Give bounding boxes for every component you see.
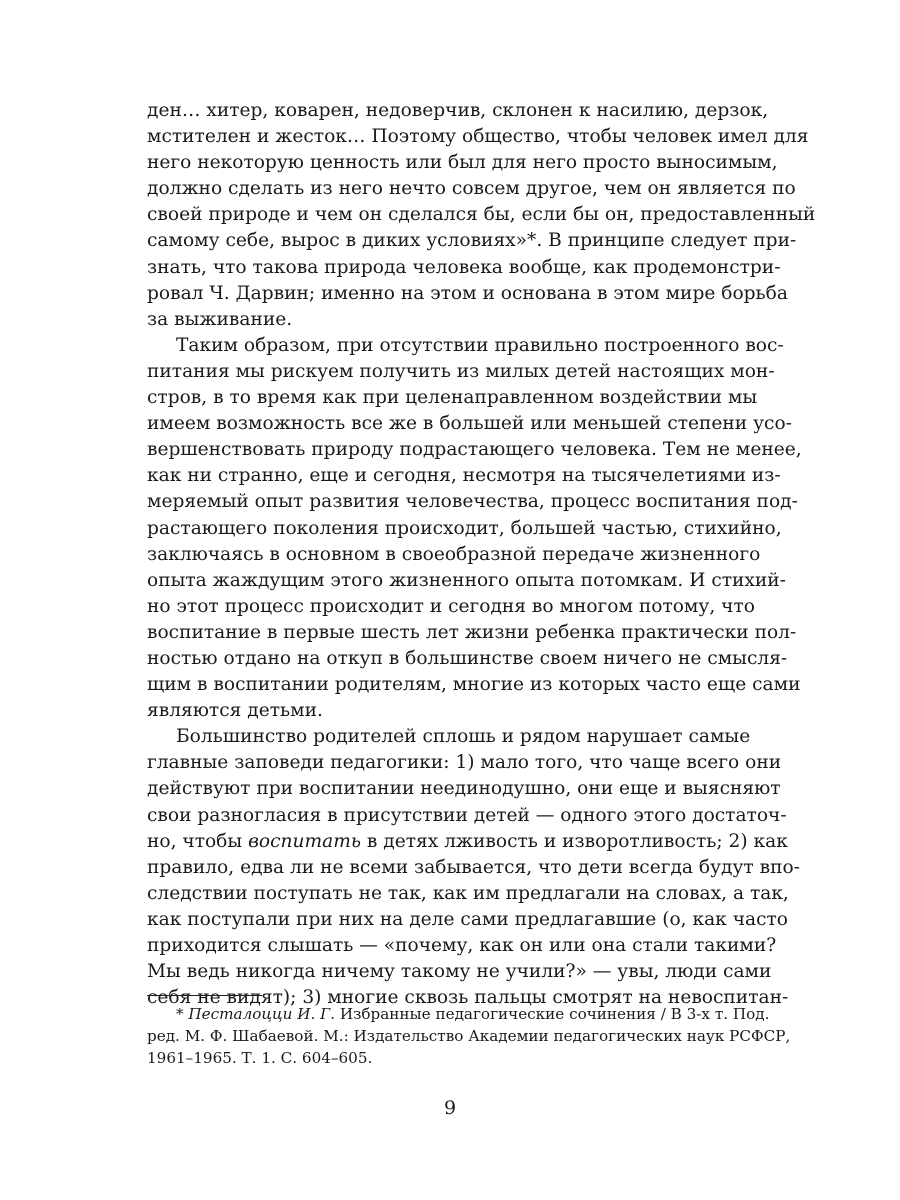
text-line: ден… хитер, коварен, недоверчив, склонен к насилию, дерзок,: [147, 100, 769, 121]
text-line: самому себе, вырос в диких условиях»*. В принципе следует при-: [147, 230, 797, 252]
body-text: [147, 98, 816, 1011]
text-line: как ни странно, еще и сегодня, несмотря на тысячелетиями из-: [147, 465, 781, 487]
text-run: в детях лживость и изворотливость; 2) как: [360, 830, 788, 852]
text-line: [147, 829, 788, 855]
text-line: него некоторую ценность или был для него просто выносимым,: [147, 152, 778, 174]
text-line: но этот процесс происходит и сегодня во многом потому, что: [147, 595, 755, 617]
footnote-divider: [147, 995, 262, 996]
text-line: щим в воспитании родителям, многие из которых часто еще сами: [147, 674, 801, 696]
footnote-line: 1961–1965. Т. 1. С. 604–605.: [147, 1049, 373, 1067]
text-line: мстителен и жесток… Поэтому общество, чтобы человек имел для: [147, 126, 809, 148]
text-line: ностью отдано на откуп в большинстве своем ничего не смысля-: [147, 647, 788, 669]
page-number: 9: [443, 1097, 457, 1119]
text-line: как поступали при них на деле сами предлагавшие (о, как часто: [147, 908, 788, 930]
text-line: меряемый опыт развития человечества, процесс воспитания под-: [147, 491, 798, 513]
footnote: [147, 1003, 791, 1069]
text-line: себя не видят); 3) многие сквозь пальцы смотрят на невоспитан-: [147, 987, 789, 1009]
text-line: Мы ведь никогда ничему такому не учили?» — увы, люди сами: [147, 961, 772, 983]
footnote-author: Песталоцци И. Г.: [188, 1005, 336, 1023]
text-line: опыта жаждущим этого жизненного опыта потомкам. И стихий-: [147, 569, 786, 591]
text-line: за выживание.: [147, 308, 293, 330]
text-line: имеем возможность все же в большей или меньшей степени усо-: [147, 413, 792, 435]
text-line: своей природе и чем он сделался бы, если бы он, предоставленный: [147, 204, 816, 226]
text-line: Таким образом, при отсутствии правильно построенного вос-: [176, 334, 784, 356]
text-line: заключаясь в основном в своеобразной передаче жизненного: [147, 543, 761, 565]
text-line: приходится слышать — «почему, как он или она стали такими?: [147, 935, 777, 956]
text-line: знать, что такова природа человека вообще, как продемонстри-: [147, 256, 781, 278]
text-line: воспитание в первые шесть лет жизни ребенка практически пол-: [147, 621, 797, 643]
text-line: питания мы рискуем получить из милых детей настоящих мон-: [147, 360, 775, 382]
text-line: вершенствовать природу подрастающего человека. Тем не менее,: [147, 439, 802, 461]
text-line: стров, в то время как при целенаправленном воздействии мы: [147, 387, 758, 409]
paragraph-3: [147, 724, 800, 1011]
text-line: являются детьми.: [147, 700, 323, 722]
text-run: но, чтобы: [147, 830, 249, 852]
text-line: Большинство родителей сплошь и рядом нарушает самые: [176, 726, 751, 748]
text-line: растающего поколения происходит, большей частью, стихийно,: [147, 517, 782, 539]
text-line: свои разногласия в присутствии детей — одного этого достаточ-: [147, 804, 787, 826]
footnote-text: Избранные педагогические сочинения / В 3-х т. Под.: [335, 1005, 770, 1023]
footnote-marker: *: [176, 1005, 189, 1023]
italic-word: воспитать: [248, 830, 361, 852]
text-line: главные заповеди педагогики: 1) мало того, что чаще всего они: [147, 752, 782, 774]
paragraph-2: [147, 333, 802, 724]
footnote-line: ред. М. Ф. Шабаевой. М.: Издательство Академии педагогических наук РСФСР,: [147, 1027, 791, 1045]
text-line: действуют при воспитании неединодушно, они еще и выясняют: [147, 778, 781, 800]
paragraph-1: [147, 98, 816, 333]
text-line: должно сделать из него нечто совсем другое, чем он является по: [147, 178, 796, 200]
footnote-line: [147, 1003, 770, 1025]
text-line: ровал Ч. Дарвин; именно на этом и основана в этом мире борьба: [147, 282, 788, 304]
text-line: правило, едва ли не всеми забывается, что дети всегда будут впо-: [147, 856, 800, 878]
text-line: следствии поступать не так, как им предлагали на словах, а так,: [147, 882, 789, 904]
